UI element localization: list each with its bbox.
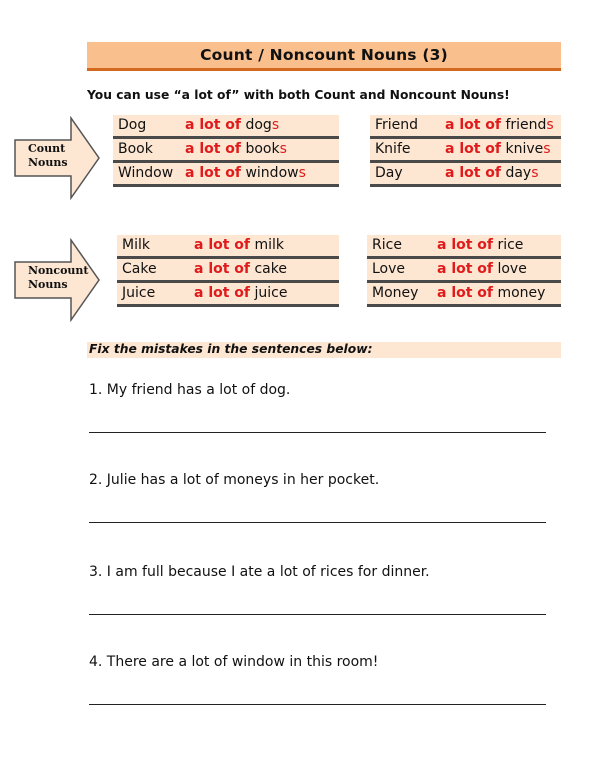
exercise-sentence-4: 4. There are a lot of window in this room!	[89, 654, 379, 670]
noun-phrase	[445, 117, 554, 133]
count-label-line1: Count	[28, 142, 66, 155]
noncount-nouns-arrow	[13, 238, 101, 322]
noun-phrase	[194, 261, 287, 277]
a-lot-of-phrase: a lot of	[185, 141, 242, 157]
worksheet-title-bar	[87, 42, 561, 71]
exercise-sentence-3: 3. I am full because I ate a lot of rices for dinner.	[89, 564, 430, 580]
noun-phrase	[185, 165, 306, 181]
noun-word: Cake	[122, 261, 157, 277]
answer-line-4[interactable]	[89, 704, 546, 705]
plural-suffix: s	[279, 141, 287, 157]
noun-stem: money	[497, 285, 546, 301]
noun-stem: dog	[245, 117, 272, 133]
noun-stem: knive	[505, 141, 544, 157]
noun-stem: cake	[254, 261, 287, 277]
plural-suffix: s	[271, 117, 280, 133]
noun-row	[117, 283, 339, 307]
a-lot-of-phrase: a lot of	[185, 117, 242, 133]
noun-phrase	[185, 141, 287, 157]
instructions: Fix the mistakes in the sentences below:	[89, 342, 373, 356]
noun-stem: milk	[254, 237, 284, 253]
count-label-line2: Nouns	[28, 156, 68, 169]
noun-phrase	[437, 261, 527, 277]
noncount-label-line2: Nouns	[28, 278, 68, 291]
count-nouns-table-right	[370, 115, 561, 187]
a-lot-of-phrase: a lot of	[445, 117, 502, 133]
noun-word: Window	[118, 165, 174, 181]
noncount-label-line1: Noncount	[28, 264, 89, 277]
a-lot-of-phrase: a lot of	[437, 285, 494, 301]
a-lot-of-phrase: a lot of	[194, 237, 251, 253]
noun-word: Juice	[122, 285, 156, 301]
noncount-nouns-table-left	[117, 235, 339, 307]
noun-phrase	[194, 237, 284, 253]
a-lot-of-phrase: a lot of	[437, 261, 494, 277]
plural-suffix: s	[546, 117, 554, 133]
plural-suffix: s	[298, 165, 306, 181]
noun-stem: book	[245, 141, 280, 157]
noun-phrase	[445, 165, 539, 181]
a-lot-of-phrase: a lot of	[194, 261, 251, 277]
noun-phrase	[194, 285, 287, 301]
noun-word: Milk	[122, 237, 150, 253]
noun-row	[113, 163, 339, 187]
noun-row	[367, 235, 561, 259]
noun-word: Book	[118, 141, 153, 157]
noun-stem: day	[505, 165, 532, 181]
noun-word: Knife	[375, 141, 411, 157]
plural-suffix: s	[543, 141, 551, 157]
noncount-nouns-table-right	[367, 235, 561, 307]
answer-line-1[interactable]	[89, 432, 546, 433]
noun-stem: love	[497, 261, 527, 277]
noun-stem: juice	[254, 285, 288, 301]
noun-stem: rice	[497, 237, 524, 253]
exercise-sentence-1: 1. My friend has a lot of dog.	[89, 382, 291, 398]
noun-phrase	[437, 237, 523, 253]
noun-row	[113, 139, 339, 163]
a-lot-of-phrase: a lot of	[185, 165, 242, 181]
noun-row	[113, 115, 339, 139]
noun-word: Day	[375, 165, 403, 181]
count-nouns-table-left	[113, 115, 339, 187]
noun-phrase	[437, 285, 545, 301]
plural-suffix: s	[531, 165, 539, 181]
noun-stem: window	[245, 165, 299, 181]
a-lot-of-phrase: a lot of	[445, 141, 502, 157]
a-lot-of-phrase: a lot of	[194, 285, 251, 301]
subtitle: You can use “a lot of” with both Count and Noncount Nouns!	[87, 88, 510, 102]
noun-phrase	[445, 141, 551, 157]
noun-row	[367, 259, 561, 283]
count-nouns-arrow	[13, 116, 101, 200]
noun-word: Dog	[118, 117, 147, 133]
noun-row	[370, 139, 561, 163]
instructions-bar	[87, 342, 561, 358]
noun-row	[370, 163, 561, 187]
noun-word: Friend	[375, 117, 419, 133]
noun-row	[117, 235, 339, 259]
answer-line-2[interactable]	[89, 522, 546, 523]
a-lot-of-phrase: a lot of	[437, 237, 494, 253]
noun-stem: friend	[505, 117, 547, 133]
a-lot-of-phrase: a lot of	[445, 165, 502, 181]
noun-phrase	[185, 117, 279, 133]
answer-line-3[interactable]	[89, 614, 546, 615]
noun-row	[370, 115, 561, 139]
exercise-sentence-2: 2. Julie has a lot of moneys in her pocket.	[89, 472, 380, 488]
noun-word: Love	[372, 261, 406, 277]
noun-word: Rice	[372, 237, 402, 253]
noun-row	[367, 283, 561, 307]
noun-word: Money	[372, 285, 419, 301]
noun-row	[117, 259, 339, 283]
worksheet-title: Count / Noncount Nouns (3)	[200, 46, 448, 64]
